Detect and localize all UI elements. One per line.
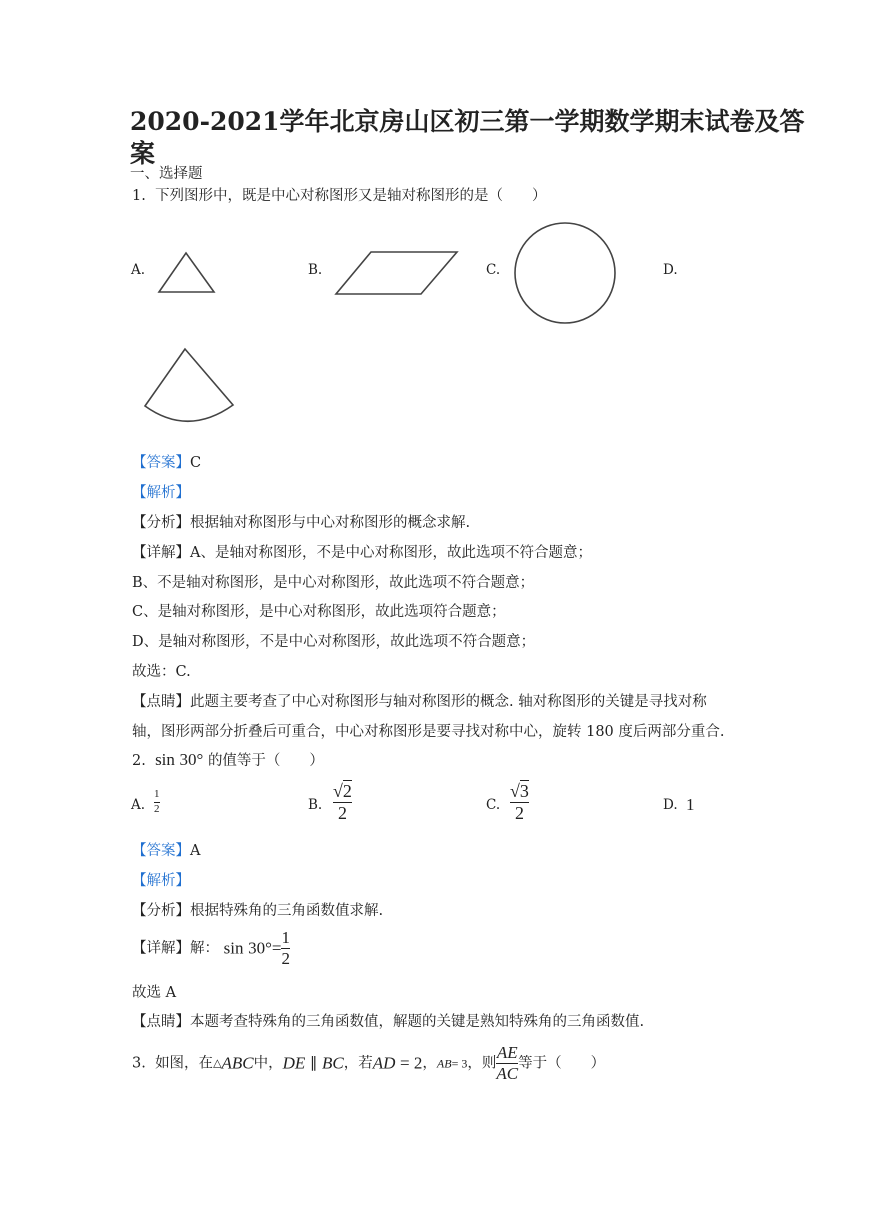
q1-option-d-label: D. (663, 262, 678, 278)
q3-bc: BC (322, 1053, 344, 1073)
q2-dianjing (132, 1012, 644, 1032)
q2-stem-tail: 的值等于（ ） (207, 753, 324, 769)
document-title-line2: 案 (130, 139, 156, 168)
q3-mid2: ，若 (343, 1055, 373, 1072)
q3-mid3: ，则 (467, 1055, 497, 1072)
q1-xiangjie (132, 543, 592, 563)
q3-parallel: ∥ (309, 1055, 318, 1072)
q2-fenxi-tag: 【分析】 (132, 903, 190, 919)
q2-stem (132, 750, 324, 771)
q1-number: 1. (132, 188, 146, 204)
q3-eq3: = 3 (451, 1056, 468, 1071)
q3-fraction-denominator: AC (496, 1063, 519, 1083)
q2-xiangjie-denominator: 2 (281, 948, 290, 968)
section-heading: 一、选择题 (130, 166, 203, 182)
q1-xiangjie-tag: 【详解】 (132, 545, 190, 561)
q2-option-c-fraction: $\frac{√3}{2}$ (510, 781, 529, 823)
q2-xiangjie-sin: sin (223, 938, 244, 958)
q3-mid1: 中， (253, 1055, 283, 1072)
q2-answer (132, 841, 200, 861)
q2-sin: sin (155, 750, 175, 769)
q2-fenxi-text: 根据特殊角的三角函数值求解. (190, 903, 384, 919)
q2-angle: 30° (179, 750, 204, 769)
q2-c-denominator: 2 (514, 802, 524, 823)
triangle-figure (155, 248, 219, 298)
q3-ab: AB (436, 1056, 452, 1071)
q1-fenxi-tag: 【分析】 (132, 515, 190, 531)
parallelogram-figure (333, 248, 461, 298)
q1-line-d: D、是轴对称图形，不是中心对称图形，故此选项不符合题意； (132, 634, 536, 650)
q1-stem-text: 下列图形中，既是中心对称图形又是轴对称图形的是（ ） (155, 188, 547, 204)
q1-dianjing-tag: 【点睛】 (132, 694, 190, 710)
q2-select: 故选 A (132, 985, 177, 1001)
q2-dianjing-tag: 【点睛】 (132, 1014, 190, 1030)
q2-option-d-value: 1 (686, 795, 695, 814)
q3-abc: ABC (221, 1053, 254, 1073)
q2-xiangjie (132, 929, 290, 968)
q1-select: 故选：C. (132, 664, 191, 680)
q2-xiangjie-tag: 【详解】 (132, 940, 190, 957)
q3-stem (132, 1044, 605, 1083)
q2-xiangjie-pre: 解： (190, 940, 219, 957)
q1-line-c: C、是轴对称图形，是中心对称图形，故此选项符合题意； (132, 604, 506, 620)
q2-option-a-label: A. (131, 797, 146, 813)
q2-option-b-label: B. (308, 797, 323, 813)
q2-a-denominator: 2 (154, 802, 160, 815)
q1-answer-tag: 【答案】 (132, 455, 190, 471)
q1-stem (132, 186, 547, 206)
q3-fraction-numerator: AE (496, 1043, 518, 1062)
q2-fenxi (132, 901, 383, 921)
q2-option-c-label: C. (486, 797, 501, 813)
q1-line-b: B、不是轴对称图形，是中心对称图形，故此选项不符合题意； (132, 575, 535, 591)
q1-dianjing (132, 692, 707, 712)
q1-xiangjie-text: A、是轴对称图形，不是中心对称图形，故此选项不符合题意； (190, 545, 592, 561)
q3-number: 3. (132, 1055, 146, 1072)
q1-fenxi-text: 根据轴对称图形与中心对称图形的概念求解. (190, 515, 471, 531)
q2-b-radicand: 2 (342, 781, 352, 801)
q1-fenxi (132, 513, 470, 533)
q2-jiexi-tag: 【解析】 (132, 873, 190, 889)
q1-answer-value: C (190, 455, 202, 471)
q2-dianjing-text: 本题考查特殊角的三角函数值，解题的关键是熟知特殊角的三角函数值. (190, 1014, 645, 1030)
circle-figure (510, 220, 620, 328)
q3-pre: 如图，在 (155, 1055, 214, 1072)
q3-triangle-symbol: △ (213, 1057, 222, 1070)
document-title-line1: 2020-2021学年北京房山区初三第一学期数学期末试卷及答 (130, 107, 805, 136)
q2-option-a-fraction (154, 789, 160, 815)
q1-option-a-label: A. (131, 262, 146, 278)
q2-option-b-fraction: $\frac{√2}{2}$ (333, 781, 352, 823)
q2-answer-tag: 【答案】 (132, 843, 190, 859)
q1-dianjing-text2: 轴，图形两部分折叠后可重合，中心对称图形是要寻找对称中心，旋转 180 度后两部分重合. (132, 724, 725, 740)
q2-b-denominator: 2 (337, 802, 347, 823)
sector-figure (140, 345, 240, 425)
q3-eq2: = 2 (400, 1053, 423, 1073)
q2-xiangjie-angle: 30°= (248, 938, 282, 958)
q2-c-radicand: 3 (519, 781, 529, 801)
q2-xiangjie-numerator: 1 (281, 928, 290, 947)
q2-option-d-label: D. (663, 797, 678, 813)
q3-comma: ， (422, 1055, 437, 1072)
q1-jiexi-tag: 【解析】 (132, 485, 190, 501)
q1-answer (132, 453, 201, 473)
q3-de: DE (282, 1053, 306, 1073)
q3-ad: AD (372, 1053, 396, 1073)
q1-dianjing-text1: 此题主要考查了中心对称图形与轴对称图形的概念. 轴对称图形的关键是寻找对称 (190, 694, 707, 710)
q2-number: 2. (132, 753, 146, 769)
q2-a-numerator: 1 (154, 788, 160, 800)
q1-option-c-label: C. (486, 262, 501, 278)
q3-tail: 等于（ ） (518, 1055, 606, 1072)
q2-answer-value: A (190, 843, 201, 859)
q1-option-b-label: B. (308, 262, 323, 278)
